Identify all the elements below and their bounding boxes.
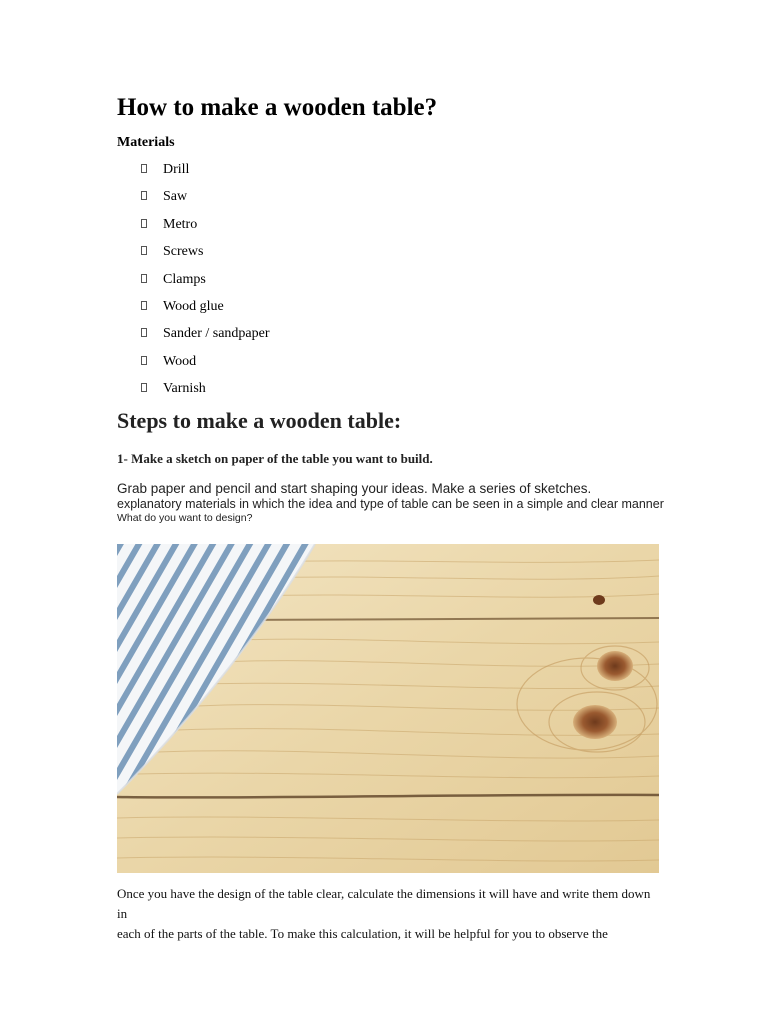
list-item: Sander / sandpaper [117,324,270,351]
checkbox-bullet-icon [141,356,147,365]
checkbox-bullet-icon [141,191,147,200]
checkbox-bullet-icon [141,219,147,228]
materials-heading: Materials [117,135,175,150]
wood-table-photo [117,544,659,873]
step-1-line: What do you want to design? [117,512,253,524]
wood-knot [573,705,617,739]
body-line: Once you have the design of the table clear, calculate the dimensions it will have and write them down in [117,886,651,921]
list-item: Wood [117,352,270,379]
wood-knot [593,595,605,605]
step-1-line: Grab paper and pencil and start shaping your ideas. Make a series of sketches. [117,481,592,496]
list-item: Wood glue [117,297,270,324]
materials-list [117,160,270,407]
step-1-title: 1- Make a sketch on paper of the table you want to build. [117,451,433,466]
checkbox-bullet-icon [141,164,147,173]
checkbox-bullet-icon [141,246,147,255]
wood-knot [597,651,633,681]
checkbox-bullet-icon [141,328,147,337]
body-paragraph [117,884,662,944]
list-item: Drill [117,160,270,187]
step-1-line: explanatory materials in which the idea and type of table can be seen in a simple and clear manner [117,497,664,511]
list-item: Metro [117,215,270,242]
document-title: How to make a wooden table? [117,94,438,121]
checkbox-bullet-icon [141,383,147,392]
list-item: Clamps [117,270,270,297]
list-item: Varnish [117,379,270,406]
checkbox-bullet-icon [141,301,147,310]
list-item: Screws [117,242,270,269]
list-item: Saw [117,187,270,214]
step-1-description [117,481,664,525]
checkbox-bullet-icon [141,274,147,283]
body-line: each of the parts of the table. To make this calculation, it will be helpful for you to observe the [117,926,608,941]
steps-heading: Steps to make a wooden table: [117,408,402,433]
